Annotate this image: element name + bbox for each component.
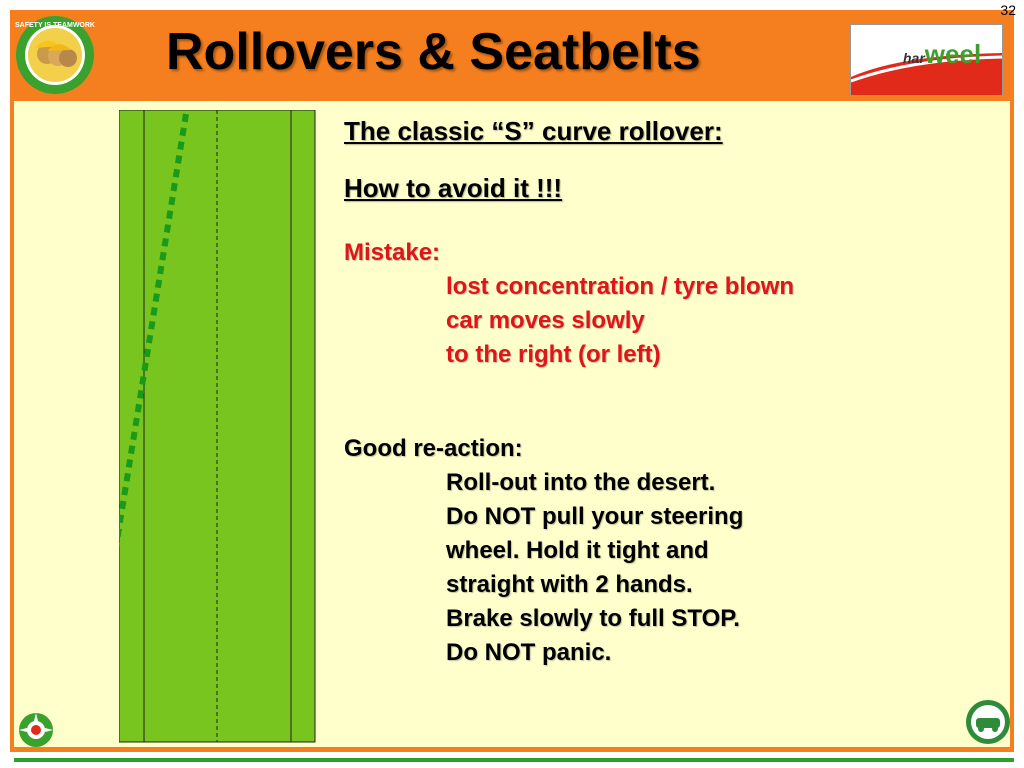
good-reaction-line: wheel. Hold it tight and [446, 537, 709, 564]
brand-prefix: har [903, 50, 925, 66]
mistake-line: car moves slowly [446, 307, 645, 334]
brand-wordmark [903, 39, 981, 70]
mistake-line: lost concentration / tyre blown [446, 273, 795, 300]
page-number: 32 [1000, 2, 1016, 18]
road-diagram [119, 110, 319, 750]
heading-rollover: The classic “S” curve rollover: [344, 116, 723, 146]
safety-badge-logo [14, 14, 96, 96]
corner-logo-left [12, 708, 60, 748]
bottom-divider [14, 758, 1014, 762]
good-reaction-label: Good re-action: [344, 435, 523, 462]
good-reaction-line: straight with 2 hands. [446, 571, 693, 598]
good-reaction-line: Brake slowly to full STOP. [446, 605, 740, 632]
mistake-line: to the right (or left) [446, 341, 661, 368]
corner-logo-right [964, 698, 1012, 746]
good-reaction-line: Do NOT pull your steering [446, 503, 744, 530]
badge-text: SAFETY IS TEAMWORK [15, 22, 95, 29]
mistake-label: Mistake: [344, 239, 441, 266]
good-reaction-line: Do NOT panic. [446, 639, 612, 666]
brand-suffix: weel [924, 39, 982, 69]
slide-title: Rollovers & Seatbelts [166, 23, 701, 81]
brand-logo [850, 24, 1003, 96]
good-reaction-line: Roll-out into the desert. [446, 469, 716, 496]
heading-avoid: How to avoid it !!! [344, 173, 563, 203]
